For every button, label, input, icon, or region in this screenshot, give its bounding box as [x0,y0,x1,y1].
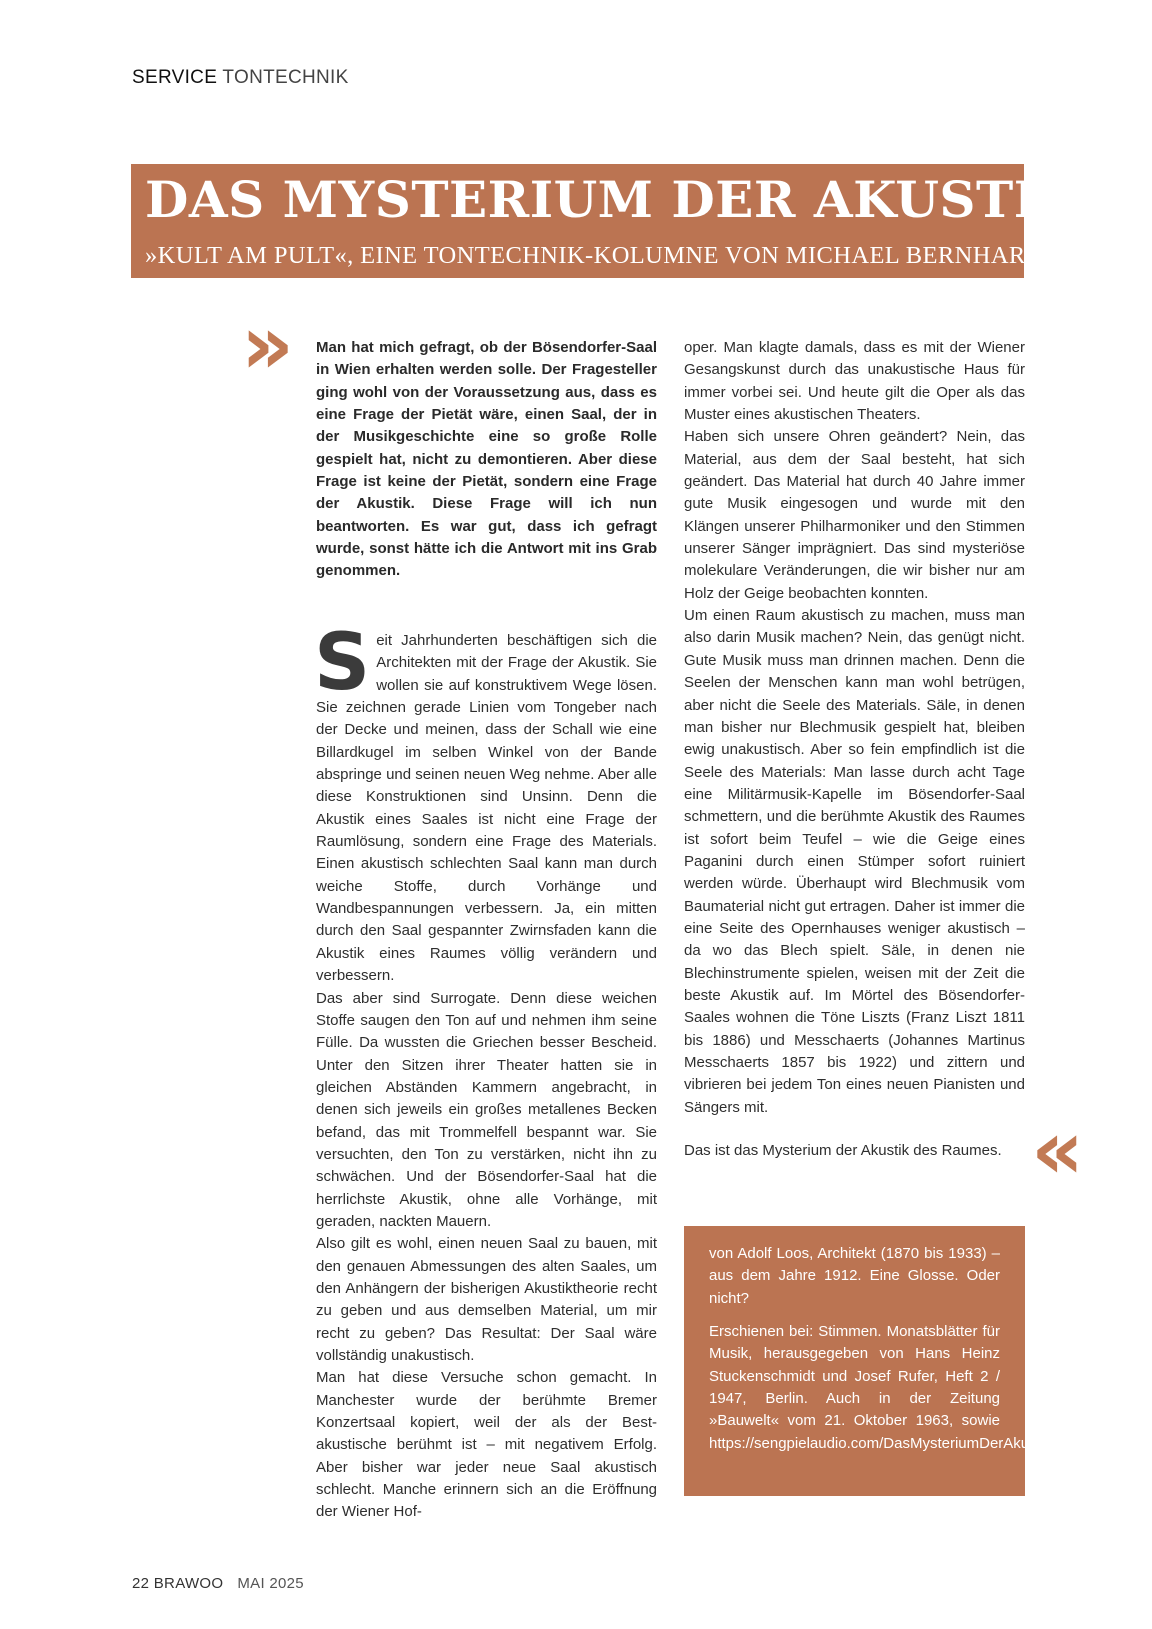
body-paragraph: Das aber sind Surrogate. Denn diese weichen Stoffe saugen den Ton auf und nehmen ihm seine Fülle. Da wussten die Griechen besser Bescheid. Unter den Sitzen ihrer Theater hatten sie in gleichen Abständen Kammern angebracht, in denen sich jeweils ein großes metallenes Becken befand, das mit Trommelfell bespannt war. Sie versuchten, den Ton zu verstärken, nicht ihn zu schwächen. Und der Bösendorfer-Saal hat die herrlichste Akustik, ohne alle Vorhänge, mit geraden, nackten Mauern. [316,989,657,1230]
publication-note: Erschienen bei: Stimmen. Monatsblätter für Musik, herausgegeben von Hans Heinz Stuckenschmidt und Josef Rufer, Heft 2 / 1947, Berlin. Auch in der Zeitung »Bauwelt« vom 21. Oktober 1963, sowie https://sengpielaudio.com/DasMysteriumDerAkustik.pdf [709,1323,1077,1452]
source-info-box [684,1226,1077,1496]
section-label: SERVICE [132,67,218,88]
issue-date: MAI 2025 [237,1575,304,1592]
page-footer [132,1575,304,1592]
drop-cap: S [314,618,371,708]
closing-quote-mark: « [1031,1103,1084,1198]
author-note: von Adolf Loos, Architekt (1870 bis 1933) – aus dem Jahre 1912. Eine Glosse. Oder nicht? [709,1245,1000,1307]
body-paragraph: eit Jahrhunderten beschäftigen sich die Architekten mit der Frage der Akustik. Sie wollen sie auf konstruktivem Wege lösen. Sie zeichnen gerade Linien vom Tongeber nach der Decke und meinen, dass der Schall wie eine Billardkugel im selben Winkel von der Bande abspringe und seinen neuen Weg nehme. Aber alle diese Konstruktionen sind Unsinn. Denn die Akustik eines Saales ist nicht eine Frage der Raumlösung, sondern eine Frage des Materials. Einen akustisch schlechten Saal kann man durch weiche Stoffe, durch Vorhänge und Wandbespannungen verbessern. Ja, ein mitten durch den Saal gespannter Zwirnsfaden kann die Akustik eines Raumes völlig verändern und verbessern. [316,632,657,985]
subsection-label: TONTECHNIK [222,67,349,88]
body-paragraph: Um einen Raum akustisch zu machen, muss man also darin Musik machen? Nein, das genügt nicht. Gute Musik muss man drinnen machen. Denn die Seelen der Menschen kann man wohl betrügen, aber nicht die Seele des Materials. Säle, in denen man bisher nur Blechmusik gespielt hat, bleiben ewig unakustisch. Aber so fein empfindlich ist die Seele des Materials: Man lasse durch acht Tage eine Militärmusik-Kapelle im Bösendorfer-Saal schmettern, und die berühmte Akustik des Raumes ist sofort beim Teufel – wie die Geige eines Paganini durch einen Stümper sofort ruiniert werden würde. Überhaupt wird Blechmusik vom Baumaterial nicht gut ertragen. Daher ist immer die eine Seite des Opernhauses weniger akustisch – da wo das Blech spielt. Säle, in denen nie Blechinstrumente spielen, weisen mit der Zeit die beste Akustik auf. Im Mörtel des Bösendorfer-Saales wohnen die Töne Liszts (Franz Liszt 1811 bis 1886) und Messchaerts (Johannes Martinus Messchaerts 1857 bis 1922) und zittern und vibrieren bei jedem Ton eines neuen Pianisten und Sängers mit. [684,607,1025,1116]
lead-paragraph: Man hat mich gefragt, ob der Bösendorfer-Saal in Wien erhalten werden solle. Der Fragesteller ging wohl von der Voraussetzung aus, dass es eine Frage der Pietät wäre, einen Saal, der in der Musikgeschichte eine so große Rolle gespielt hat, nicht zu demontieren. Aber diese Frage ist keine der Pietät, sondern eine Frage der Akustik. Diese Frage will ich nun beantworten. Es war gut, dass ich gefragt wurde, sonst hätte ich die Antwort mit ins Grab genommen. [316,339,657,580]
page-number-magazine: 22 BRAWOO [132,1575,224,1592]
body-column-right [684,337,1025,1119]
closing-sentence: Das ist das Mysterium der Akustik des Raumes. [684,1142,1002,1159]
body-column-left [314,618,657,1524]
article-title: DAS MYSTERIUM DER AKUSTIK [145,170,1082,229]
body-paragraph: Man hat diese Versuche schon gemacht. In Manchester wurde der berühmte Bremer Konzertsaal kopiert, weil der als der Best-akustische berühmt ist – mit negativem Erfolg. Aber bisher war jeder neue Saal akustisch schlecht. Manche erinnern sich an die Eröffnung der Wiener Hof- [316,1369,657,1521]
body-paragraph: oper. Man klagte damals, dass es mit der Wiener Gesangskunst durch das unakustische Haus für immer vorbei sei. Und heute gilt die Oper als das Muster eines akustischen Theaters. [684,339,1025,424]
article-subtitle: »KULT AM PULT«, EINE TONTECHNIK-KOLUMNE VON MICHAEL BERNHARD [145,242,1044,269]
body-paragraph: Also gilt es wohl, einen neuen Saal zu bauen, mit den genauen Abmessungen des alten Saales, um den Anhängern der bisherigen Akustiktheorie recht zu geben und aus demselben Material, um mir recht zu geben? Das Resultat: Der Saal wäre vollständig unakustisch. [316,1235,657,1364]
title-banner [131,164,1082,278]
section-kicker [132,67,349,89]
opening-quote-mark: » [241,298,294,393]
body-paragraph: Haben sich unsere Ohren geändert? Nein, das Material, aus dem der Saal besteht, hat sich geändert. Das Material hat durch 40 Jahre immer gute Musik eingesogen und wurde mit den Klängen unserer Philharmoniker und den Stimmen unserer Sänger imprägniert. Das sind mysteriöse molekulare Veränderungen, die wir bisher nur am Holz der Geige beobachten konnten. [684,428,1025,602]
